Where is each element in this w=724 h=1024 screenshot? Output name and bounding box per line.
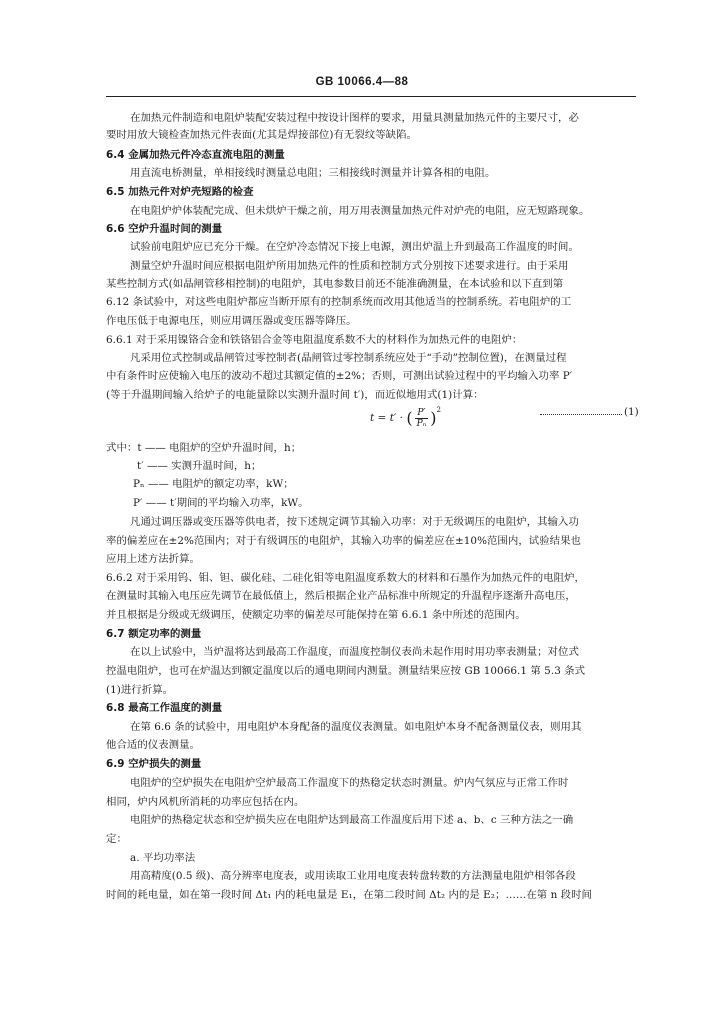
text-line: 用高精度(0.5 级)、高分辨率电度表，或用读取工业用电度表转盘转数的方法测量电阻炉相邻各段 (130, 870, 576, 882)
text-line: 时间的耗电量，如在第一段时间 Δt₁ 内的耗电量是 E₁，在第二段时间 Δt₂ 内的是 E₂；……在第 n 段时间 (106, 889, 592, 901)
clause-6-6-1: 6.6.1 对于采用镍铬合金和铁铬铝合金等电阻温度系数不大的材料作为加热元件的电阻炉： (106, 334, 523, 346)
formula-numerator: P′ (415, 408, 429, 419)
legend-line: t′ —— 实测升温时间，h； (137, 460, 262, 472)
formula-leader-dots (540, 414, 622, 415)
header-rule (106, 96, 636, 97)
text-line: 在以上试验中，当炉温将达到最高工作温度，而温度控制仪表尚未起作用时用功率表测量；对位式 (130, 646, 579, 658)
standard-number-header: GB 10066.4—88 (315, 76, 409, 88)
legend-line: P′ —— t′期间的平均输入功率，kW。 (133, 497, 309, 509)
formula-open-paren: ( (406, 408, 413, 428)
text-line: 要时用放大镜检查加热元件表面(尤其是焊接部位)有无裂纹等缺陷。 (106, 129, 417, 141)
text-line: 并且根据是分级或无级调压，使额定功率的偏差尽可能保持在第 6.6.1 条中所述的范围内。 (106, 609, 526, 621)
method-a-heading: a. 平均功率法 (130, 852, 196, 864)
section-heading-6-9: 6.9 空炉损失的测量 (106, 758, 202, 770)
text-line: 在测量时其输入电压应先调节在最低值上，然后根据企业产品标准中所规定的升温程序逐渐升高电压， (106, 590, 576, 602)
formula-number: (1) (624, 406, 639, 418)
section-heading-6-4: 6.4 金属加热元件冷态直流电阻的测量 (106, 149, 285, 161)
text-line: 应用上述方法折算。 (106, 553, 200, 565)
text-line: 率的偏差应在±2%范围内；对于有级调压的电阻炉，其输入功率的偏差应在±10%范围内，试验结果也 (106, 535, 581, 547)
text-line: 测量空炉升温时间应根据电阻炉所用加热元件的性质和控制方式分别按下述要求进行。由于采用 (130, 260, 569, 272)
formula-exponent: 2 (436, 406, 441, 414)
text-line: 他合适的仪表测量。 (106, 739, 200, 751)
text-line: 在电阻炉炉体装配完成、但未烘炉干燥之前，用万用表测量加热元件对炉壳的电阻，应无短路现象。 (130, 205, 590, 217)
section-heading-6-8: 6.8 最高工作温度的测量 (106, 702, 223, 714)
text-line: 在第 6.6 条的试验中，用电阻炉本身配备的温度仪表测量。如电阻炉本身不配备测量仪表，则用其 (130, 721, 582, 733)
clause-6-6-2: 6.6.2 对于采用钨、钼、钽、碳化硅、二硅化钼等电阻温度系数大的材料和石墨作为加热元件的电阻炉， (106, 572, 585, 584)
text-line: 试验前电阻炉应已充分干燥。在空炉冷态情况下接上电源，测出炉温上升到最高工作温度的时间。 (130, 241, 579, 253)
text-line: (1)进行折算。 (106, 684, 174, 696)
text-line: 凡采用位式控制或晶闸管过零控制者(晶闸管过零控制系统应处于“手动”控制位置)，在测量过程 (130, 352, 567, 364)
text-line: 中有条件时应使输入电压的波动不超过其额定值的±2%；否则，可测出试验过程中的平均输入功率 P′ (106, 370, 573, 382)
text-line: 相同，炉内风机所消耗的功率应包括在内。 (106, 796, 305, 808)
text-line: 用直流电桥测量，单相接线时测量总电阻；三相接线时测量并计算各相的电阻。 (130, 167, 496, 179)
text-line: 作电压低于电源电压，则应用调压器或变压器等降压。 (106, 315, 357, 327)
text-line: 某些控制方式(如晶闸管移相控制)的电阻炉，其电参数目前还不能准确测量，在本试验和以下直到第 (106, 278, 564, 290)
text-line: 凡通过调压器或变压器等供电者，按下述规定调节其输入功率：对于无级调压的电阻炉，其输入功 (130, 516, 579, 528)
formula-1 (370, 406, 441, 429)
text-line: 6.12 条试验中，对这些电阻炉都应当断开原有的控制系统而改用其他适当的控制系统。若电阻炉的工 (106, 296, 572, 308)
text-line: (等于升温期间输入给炉子的电能量除以实测升温时间 t′)，而近似地用式(1)计算： (106, 389, 484, 401)
formula-lhs: t = t′ · (370, 412, 403, 424)
formula-close-paren: ) (430, 408, 437, 428)
text-line: 定： (106, 833, 127, 845)
formula-denominator: Pₙ (416, 418, 427, 429)
text-line: 电阻炉的热稳定状态和空炉损失应在电阻炉达到最高工作温度后用下述 a、b、c 三种方法之一确 (130, 814, 574, 826)
section-heading-6-7: 6.7 额定功率的测量 (106, 628, 202, 640)
legend-line: Pₙ —— 电阻炉的额定功率，kW； (133, 478, 294, 490)
section-heading-6-5: 6.5 加热元件对炉壳短路的检查 (106, 186, 254, 198)
text-line: 电阻炉的空炉损失在电阻炉空炉最高工作温度下的热稳定状态时测量。炉内气氛应与正常工作时 (130, 777, 569, 789)
text-line: 控温电阻炉，也可在炉温达到额定温度以后的通电期间内测量。测量结果应按 GB 10066.1 第 5.3 条式 (106, 665, 586, 677)
section-heading-6-6: 6.6 空炉升温时间的测量 (106, 223, 223, 235)
text-line: 在加热元件制造和电阻炉装配安装过程中按设计图样的要求，用量具测量加热元件的主要尺寸，必 (130, 112, 579, 124)
legend-line: 式中：t —— 电阻炉的空炉升温时间，h； (106, 442, 302, 454)
formula-fraction (415, 408, 429, 429)
